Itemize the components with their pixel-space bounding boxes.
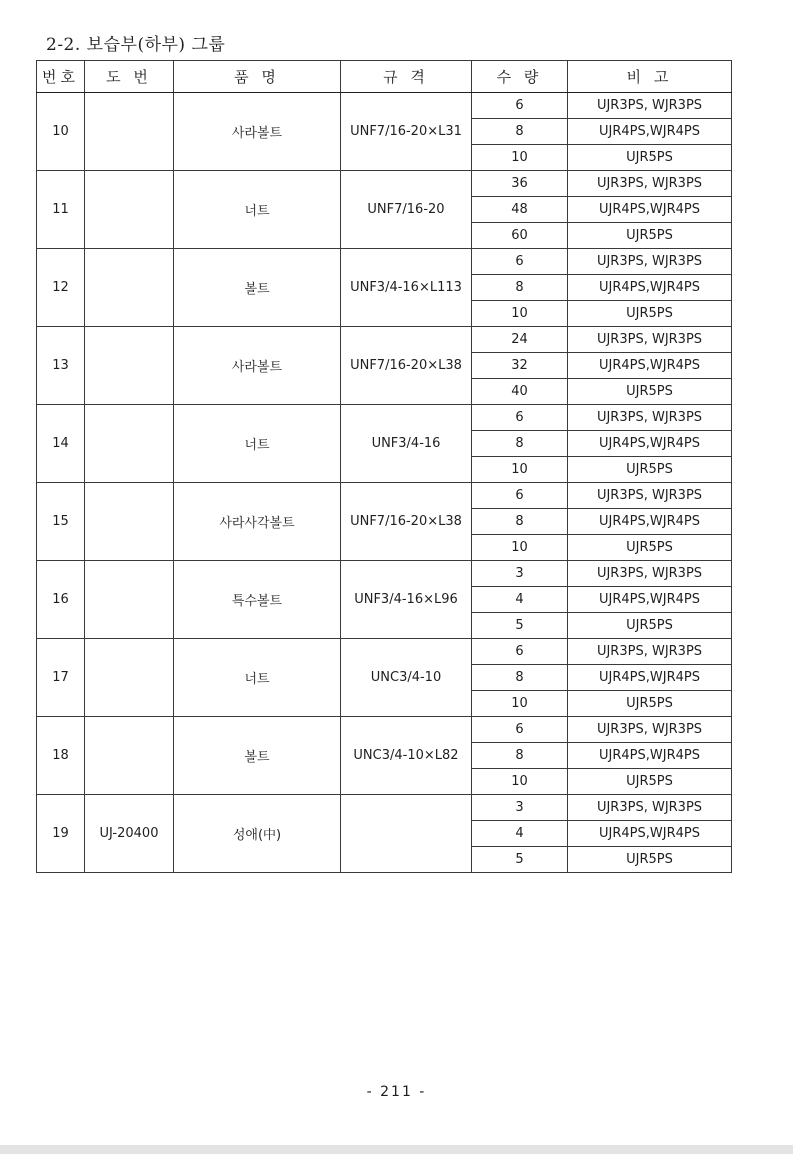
item-number: 12: [37, 249, 85, 327]
drawing-number: [85, 717, 174, 795]
remarks: UJR4PS,WJR4PS: [568, 587, 732, 613]
quantity: 6: [472, 405, 568, 431]
quantity: 48: [472, 197, 568, 223]
item-number: 14: [37, 405, 85, 483]
remarks: UJR5PS: [568, 223, 732, 249]
quantity: 36: [472, 171, 568, 197]
table-row: [37, 405, 732, 431]
item-number: 15: [37, 483, 85, 561]
quantity: 4: [472, 821, 568, 847]
item-number: 11: [37, 171, 85, 249]
specification: UNF3/4-16: [341, 405, 472, 483]
header-specification: 규 격: [341, 61, 472, 93]
remarks: UJR4PS,WJR4PS: [568, 665, 732, 691]
part-name: 너트: [174, 639, 341, 717]
quantity: 10: [472, 457, 568, 483]
section-title: 2-2. 보습부(하부) 그룹: [46, 35, 226, 55]
quantity: 4: [472, 587, 568, 613]
drawing-number: [85, 405, 174, 483]
remarks: UJR5PS: [568, 457, 732, 483]
part-name: 볼트: [174, 717, 341, 795]
parts-table: [36, 60, 732, 873]
remarks: UJR5PS: [568, 379, 732, 405]
quantity: 5: [472, 613, 568, 639]
quantity: 6: [472, 639, 568, 665]
scan-edge-divider: [0, 1145, 793, 1154]
specification: UNF7/16-20: [341, 171, 472, 249]
specification: UNF7/16-20×L31: [341, 93, 472, 171]
quantity: 8: [472, 119, 568, 145]
quantity: 40: [472, 379, 568, 405]
header-row: [37, 61, 732, 93]
drawing-number: [85, 639, 174, 717]
quantity: 10: [472, 769, 568, 795]
remarks: UJR4PS,WJR4PS: [568, 431, 732, 457]
remarks: UJR4PS,WJR4PS: [568, 275, 732, 301]
remarks: UJR3PS, WJR3PS: [568, 249, 732, 275]
remarks: UJR4PS,WJR4PS: [568, 353, 732, 379]
specification: UNF3/4-16×L96: [341, 561, 472, 639]
remarks: UJR3PS, WJR3PS: [568, 717, 732, 743]
remarks: UJR3PS, WJR3PS: [568, 795, 732, 821]
remarks: UJR4PS,WJR4PS: [568, 197, 732, 223]
drawing-number: UJ-20400: [85, 795, 174, 873]
remarks: UJR5PS: [568, 613, 732, 639]
remarks: UJR5PS: [568, 301, 732, 327]
remarks: UJR3PS, WJR3PS: [568, 171, 732, 197]
drawing-number: [85, 561, 174, 639]
quantity: 3: [472, 795, 568, 821]
remarks: UJR3PS, WJR3PS: [568, 93, 732, 119]
table-row: [37, 795, 732, 821]
table-row: [37, 327, 732, 353]
quantity: 10: [472, 145, 568, 171]
drawing-number: [85, 483, 174, 561]
quantity: 8: [472, 275, 568, 301]
quantity: 24: [472, 327, 568, 353]
item-number: 19: [37, 795, 85, 873]
remarks: UJR4PS,WJR4PS: [568, 509, 732, 535]
specification: UNC3/4-10: [341, 639, 472, 717]
header-number: 번호: [37, 61, 85, 93]
table-row: [37, 93, 732, 119]
table-row: [37, 483, 732, 509]
part-name: 볼트: [174, 249, 341, 327]
header-remarks: 비 고: [568, 61, 732, 93]
remarks: UJR3PS, WJR3PS: [568, 483, 732, 509]
quantity: 8: [472, 431, 568, 457]
part-name: 사라볼트: [174, 93, 341, 171]
specification: [341, 795, 472, 873]
quantity: 5: [472, 847, 568, 873]
part-name: 너트: [174, 405, 341, 483]
quantity: 8: [472, 665, 568, 691]
table-row: [37, 171, 732, 197]
quantity: 8: [472, 743, 568, 769]
parts-table-body: [37, 93, 732, 873]
quantity: 10: [472, 535, 568, 561]
header-part-name: 품 명: [174, 61, 341, 93]
remarks: UJR3PS, WJR3PS: [568, 639, 732, 665]
quantity: 10: [472, 691, 568, 717]
header-drawing-number: 도 번: [85, 61, 174, 93]
page-number: - 211 -: [366, 1084, 427, 1100]
table-row: [37, 561, 732, 587]
quantity: 6: [472, 717, 568, 743]
quantity: 8: [472, 509, 568, 535]
item-number: 16: [37, 561, 85, 639]
quantity: 6: [472, 249, 568, 275]
table-row: [37, 717, 732, 743]
remarks: UJR4PS,WJR4PS: [568, 743, 732, 769]
remarks: UJR5PS: [568, 691, 732, 717]
quantity: 32: [472, 353, 568, 379]
drawing-number: [85, 171, 174, 249]
remarks: UJR5PS: [568, 535, 732, 561]
part-name: 너트: [174, 171, 341, 249]
specification: UNC3/4-10×L82: [341, 717, 472, 795]
table-row: [37, 639, 732, 665]
remarks: UJR5PS: [568, 769, 732, 795]
drawing-number: [85, 327, 174, 405]
item-number: 18: [37, 717, 85, 795]
quantity: 6: [472, 483, 568, 509]
drawing-number: [85, 249, 174, 327]
remarks: UJR5PS: [568, 847, 732, 873]
part-name: 성애(中): [174, 795, 341, 873]
header-quantity: 수 량: [472, 61, 568, 93]
item-number: 17: [37, 639, 85, 717]
part-name: 특수볼트: [174, 561, 341, 639]
quantity: 60: [472, 223, 568, 249]
quantity: 3: [472, 561, 568, 587]
part-name: 사라사각볼트: [174, 483, 341, 561]
table-row: [37, 249, 732, 275]
specification: UNF3/4-16×L113: [341, 249, 472, 327]
drawing-number: [85, 93, 174, 171]
quantity: 6: [472, 93, 568, 119]
part-name: 사라볼트: [174, 327, 341, 405]
item-number: 13: [37, 327, 85, 405]
quantity: 10: [472, 301, 568, 327]
item-number: 10: [37, 93, 85, 171]
remarks: UJR4PS,WJR4PS: [568, 119, 732, 145]
specification: UNF7/16-20×L38: [341, 327, 472, 405]
remarks: UJR3PS, WJR3PS: [568, 405, 732, 431]
remarks: UJR3PS, WJR3PS: [568, 327, 732, 353]
remarks: UJR5PS: [568, 145, 732, 171]
remarks: UJR4PS,WJR4PS: [568, 821, 732, 847]
remarks: UJR3PS, WJR3PS: [568, 561, 732, 587]
specification: UNF7/16-20×L38: [341, 483, 472, 561]
